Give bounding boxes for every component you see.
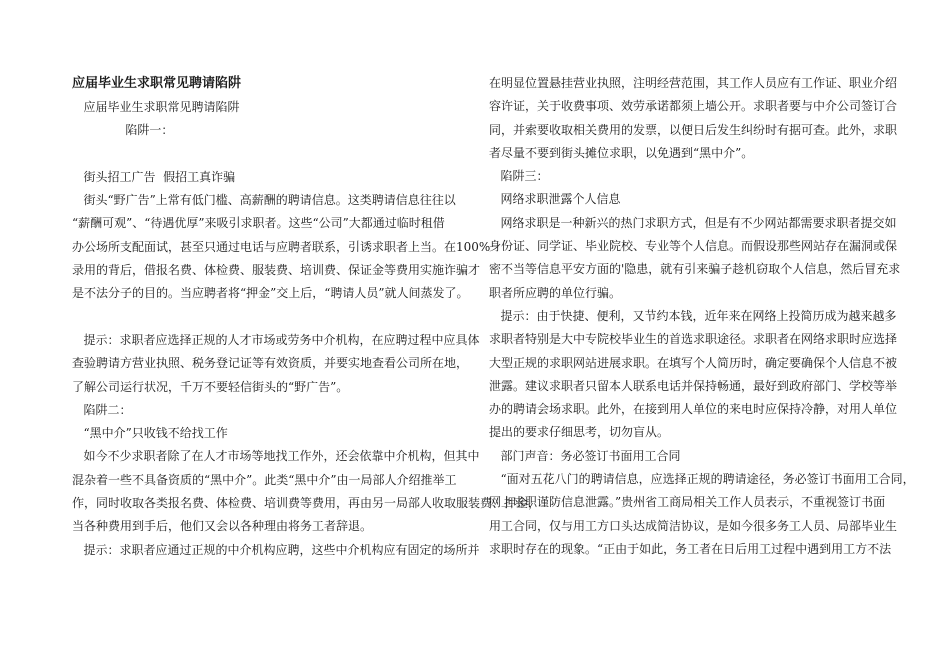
text-line: 办的聘请会场求职。此外，在接到用人单位的来电时应保持冷静，对用人单位: [489, 402, 898, 417]
text-line: 提示：求职者应通过正规的中介机构应聘，这些中介机构应有固定的场所并: [72, 542, 480, 557]
text-line: 用工合同，仅与用工方口头达成简洁协议，是如今很多务工人员、局部毕业生: [489, 518, 898, 533]
text-line: 录用的背后，借报名费、体检费、服装费、培训费、保证金等费用实施诈骗才: [72, 263, 481, 278]
text-line: 查验聘请方营业执照、税务登记证等有效资质，并要实地查看公司所在地，: [72, 356, 469, 371]
text-line: 同，并索要收取相关费用的发票，以便日后发生纠纷时有据可查。此外，求职: [489, 122, 898, 137]
text-line: 大型正规的求职网站进展求职。在填写个人简历时，确定要确保个人信息不被: [489, 355, 898, 370]
text-line: “黑中介”只收钱不给找工作: [72, 426, 228, 441]
text-line: 陷阱一：: [72, 123, 174, 138]
text-line: 求职者特别是大中专院校毕业生的首选求职途径。求职者在网络求职时应选择: [489, 332, 898, 347]
text-line: 提出的要求仔细思考，切勿盲从。: [489, 425, 670, 440]
text-line: 网络求职是一种新兴的热门求职方式，但是有不少网站都需要求职者提交如: [489, 215, 897, 230]
text-line: 身份证、同学证、毕业院校、专业等个人信息。而假设那些网站存在漏洞或保: [489, 239, 898, 254]
text-line: 求职时存在的现象。“正由于如此，务工者在日后用工过程中遇到用工方不法: [489, 541, 892, 556]
text-line: 街头“野广告”上常有低门槛、高薪酬的聘请信息。这类聘请信息往往以: [72, 193, 456, 208]
text-line: 容许证，关于收费事项、效劳承诺都须上墙公开。求职者要与中介公司签订合: [489, 99, 898, 114]
text-line: 网络求职泄露个人信息: [489, 192, 621, 207]
text-line: 办公场所支配面试，甚至只通过电话与应聘者联系，引诱求职者上当。在100%: [72, 239, 491, 254]
text-line: 提示：求职者应选择正规的人才市场或劳务中介机构，在应聘过程中应具体: [72, 332, 480, 347]
right-column: [489, 72, 915, 561]
text-line: 如今不少求职者除了在人才市场等地找工作外，还会依靠中介机构，但其中: [72, 449, 480, 464]
text-line: 陷阱三：: [489, 169, 549, 184]
right-paragraphs: [489, 72, 915, 561]
text-line: 是不法分子的目的。当应聘者将“押金”交上后，“聘请人员”就人间蒸发了。: [72, 286, 469, 301]
text-line: 了解公司运行状况，千万不要轻信街头的“野广告”。: [72, 379, 349, 394]
text-line: 网上求职谨防信息泄露。”贵州省工商局相关工作人员表示，不重视签订书面: [489, 495, 886, 510]
text-line: 当各种费用到手后，他们又会以各种理由将务工者辞退。: [72, 519, 373, 534]
text-line: 在明显位置悬挂营业执照，注明经营范围，其工作人员应有工作证、职业介绍: [489, 76, 898, 90]
text-line: 密不当等信息平安方面的'隐患，就有引来骗子趁机窃取个人信息，然后冒充求: [489, 262, 901, 277]
blank-line: [72, 143, 464, 166]
text-line: 作，同时收取各类报名费、体检费、培训费等费用，再由另一局部人收取服装费、押金，: [72, 496, 541, 511]
text-line: 泄露。建议求职者只留本人联系电话并保持畅通，最好到政府部门、学校等举: [489, 378, 898, 393]
text-line: 职者所应聘的单位行骗。: [489, 285, 622, 300]
blank-line: [72, 306, 464, 329]
text-line: 街头招工广告 假招工真诈骗: [72, 169, 236, 184]
text-line: 陷阱二：: [72, 402, 132, 417]
text-line: 者尽量不要到街头摊位求职，以免遇到“黑中介”。: [489, 145, 754, 160]
text-line: 应届毕业生求职常见聘请陷阱: [72, 100, 240, 114]
text-line: 部门声音：务必签订书面用工合同: [489, 448, 681, 463]
text-line: “面对五花八门的聘请信息，应选择正规的聘请途径，务必签订书面用工合同，: [489, 472, 915, 487]
text-line: 混杂着一些不具备资质的“黑中介”。此类“黑中介”由一局部人介绍推举工: [72, 472, 457, 487]
text-line: “薪酬可观”、“待遇优厚”来吸引求职者。这些“公司”大都通过临时租借: [72, 216, 445, 231]
text-line: 提示：由于快捷、便利，又节约本钱，近年来在网络上投简历成为越来越多: [489, 308, 897, 323]
document-title: 应届毕业生求职常见聘请陷阱: [72, 76, 242, 91]
